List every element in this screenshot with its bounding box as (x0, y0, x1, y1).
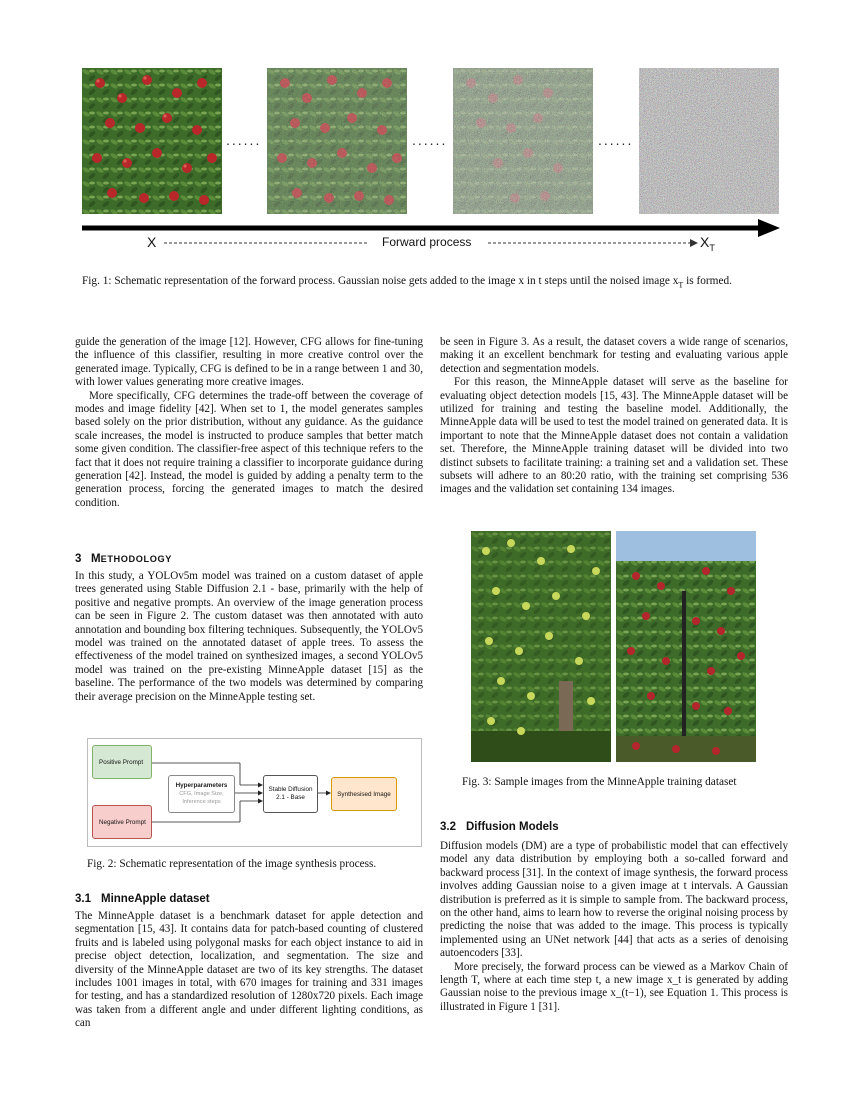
stable-diffusion-version: 2.1 - Base (276, 794, 305, 801)
paragraph: be seen in Figure 3. As a result, the dataset covers a wide range of scenarios, making it an excellent benchmark for testing and evaluating various apple detection and segmentation models. (440, 336, 788, 375)
figure1-caption: Fig. 1: Schematic representation of the forward process. Gaussian noise gets added to the image x in t steps until the noised image $x_T$ is formed. (82, 275, 732, 290)
paragraph: guide the generation of the image [12]. However, CFG allows for fine-tuning the influence of this classifier, resulting in more creative control over the generated image. Typically, CFG is defined to be in a range between 1 and 30, with lower values generating more creative images. (75, 336, 423, 389)
hyperparameters-title: Hyperparameters (175, 782, 228, 789)
left-column-methodology (75, 570, 423, 704)
forward-step-image-clean (82, 68, 222, 214)
ellipsis-3: ...... (598, 132, 634, 148)
paragraph: More specifically, CFG determines the trade-off between the coverage of modes and image fidelity [42]. When set to 1, the model generates samples based solely on the prior distribution, without any guidance. As the guidance scale increases, the model is instructed to produce samples that better match some given condition. The classifier-free aspect of this technique refers to the fact that it does not require training a classifier to incorporate guidance during generation [42]. Instead, the model is guided by adding a penalty term to the generation process, forcing the generated images to match the desired condition. (75, 389, 423, 509)
stable-diffusion-label: Stable Diffusion (268, 786, 313, 793)
hyperparameters-detail: CFG, Image Size, Inference steps (179, 791, 224, 805)
forward-process-label: Forward process (382, 235, 472, 249)
xt-label: $X_T$ (700, 234, 715, 253)
paragraph: In this study, a YOLOv5m model was trained on a custom dataset of apple trees generated using Stable Diffusion 2.1 - base, primarily with the help of positive and negative prompts. An overview of the image generation process can be seen in Figure 2. The custom dataset was then annotated with auto annotation and bounding box filtering techniques. Subsequently, the YOLOv5 model was trained on the annotated dataset of apple trees. To assess the effectiveness of the model trained on synthesized images, a second YOLOv5 model was trained on the pre-existing MinneApple dataset [15] as the baseline. The performance of the two models was determined by comparing their average precision on the MinneApple testing set. (75, 570, 423, 703)
left-column-minneapple (75, 910, 423, 1031)
ellipsis-2: ...... (412, 132, 448, 148)
right-column-diffusion (440, 840, 788, 1014)
paragraph: Diffusion models (DM) are a type of probabilistic model that can effectively model any data distribution by employing both a so-called forward and backward process [31]. In the context of image synthesis, the forward process involves adding Gaussian noise to a given image at t intervals. A Gaussian distribution is preferred as it is simple to sample from. The backward process, on the other hand, aims to learn how to reverse the original noising process by predicting the noise that was added to the image. This process is typically implemented using an UNet network [44] that acts as a series of denoising autoencoders [33]. (440, 840, 788, 960)
hyperparameters-box (168, 775, 235, 813)
negative-prompt-box: Negative Prompt (92, 805, 152, 839)
section-3-2-heading: 3.2 Diffusion Models (440, 821, 559, 833)
figure2-diagram (87, 738, 422, 847)
positive-prompt-box: Positive Prompt (92, 745, 152, 779)
left-column-top (75, 336, 423, 510)
paragraph: For this reason, the MinneApple dataset will serve as the baseline for evaluating object detection models [15, 43]. The MinneApple dataset will be utilized for training and testing the baseline model. Additionally, the MinneApple data will be used to test the model trained on generated data. It is important to note that the MinneApple dataset does not contain a validation set. Therefore, the MinneApple training dataset will be divided into two distinct subsets to facilitate training: a training set and a validation set. These subsets will adhere to an 80:20 ratio, with the training set comprising 536 images and the validation set containing 134 images. (440, 376, 788, 496)
forward-step-image-light-noise (267, 68, 407, 214)
forward-step-image-heavy-noise (453, 68, 593, 214)
figure3-image-red-apples (616, 531, 756, 762)
figure3-caption: Fig. 3: Sample images from the MinneApple training dataset (462, 776, 737, 788)
x-label: X (147, 234, 157, 250)
stable-diffusion-box (263, 775, 318, 813)
paragraph: More precisely, the forward process can be viewed as a Markov Chain of length T, where at each time step t, a new image x_t is generated by adding Gaussian noise to the previous image x_(t−1), see Equation 1. This process is illustrated in Figure 1 [31]. (440, 960, 788, 1013)
figure3-image-green-apples (471, 531, 611, 762)
right-column-top (440, 336, 788, 497)
section-3-1-heading: 3.1 MinneApple dataset (75, 893, 210, 905)
forward-step-image-pure-noise (639, 68, 779, 214)
ellipsis-1: ...... (226, 132, 262, 148)
figure2-caption: Fig. 2: Schematic representation of the image synthesis process. (87, 858, 377, 870)
synthesised-image-box: Synthesised Image (331, 777, 397, 811)
paragraph: The MinneApple dataset is a benchmark dataset for apple detection and segmentation [15, 43]. It contains data for patch-based counting of clustered fruits and is labeled using polygonal masks for each object instance to aid in precise object detection, localization, and segmentation. The size and diversity of the MinneApple dataset are two of its key strengths. The dataset includes 1001 images in total, with 670 images for training and 331 images for testing, and has a standardized resolution of 1280x720 pixels. Each image was taken from a different angle and under different lighting conditions, as can (75, 910, 423, 1030)
section-3-heading: 3 METHODOLOGY (75, 553, 172, 565)
